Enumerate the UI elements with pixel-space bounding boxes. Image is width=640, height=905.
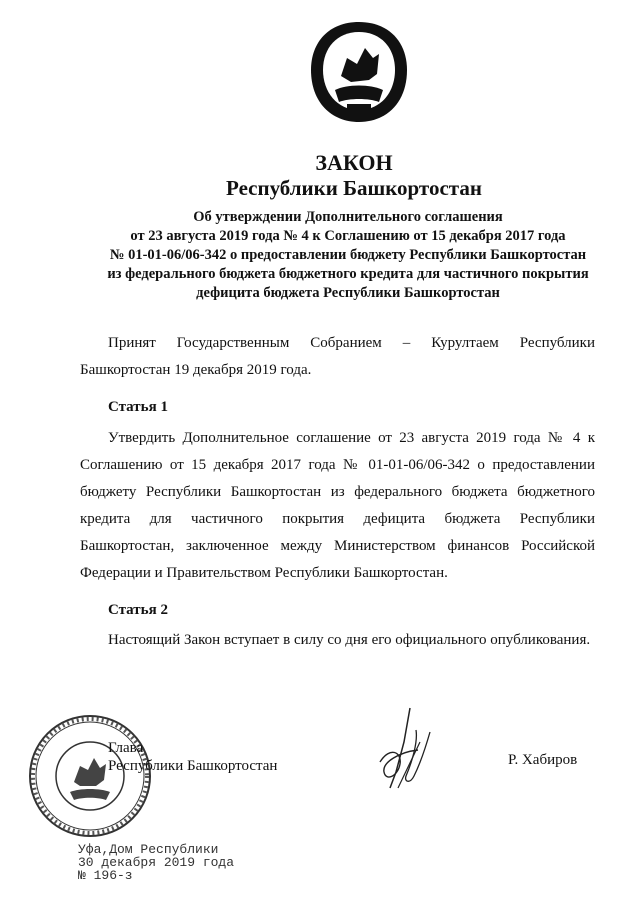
footer-place: Уфа,Дом Республики	[78, 842, 219, 857]
signatory-name: Р. Хабиров	[508, 752, 578, 768]
signatory-title-line1: Глава	[108, 740, 144, 756]
signatory-title-line2: Республики Башкортостан	[108, 758, 278, 774]
subtitle-line: Об утверждении Дополнительного соглашения	[193, 209, 503, 225]
article-2-heading: Статья 2	[108, 602, 168, 618]
footer-number: № 196-з	[78, 868, 133, 883]
adoption-paragraph: Принят Государственным Собранием – Курултаем Республики Башкортостан 19 декабря 2019 года.	[80, 335, 595, 378]
article-1-heading: Статья 1	[108, 399, 168, 415]
document-title-sub: Республики Башкортостан	[226, 176, 482, 200]
official-seal-icon	[26, 712, 154, 840]
coat-of-arms-icon	[307, 18, 411, 128]
law-subtitle	[80, 208, 616, 303]
footer-date: 30 декабря 2019 года	[78, 855, 235, 870]
article-1-text: Утвердить Дополнительное соглашение от 23 августа 2019 года № 4 к Соглашению от 15 декабря 2017 года № 01-01-06/06-342 о предоставлении бюджету Республики Башкортостан из федерального бюджета бюджетного кредита для частичного покрытия дефицита бюджета Республики Башкортостан, заключенное между Министерством финансов Российской Федерации и Правительством Республики Башкортостан.	[80, 430, 595, 581]
subtitle-line: дефицита бюджета Республики Башкортостан	[196, 285, 500, 301]
document-title: ЗАКОН	[315, 150, 393, 175]
handwritten-signature-icon	[360, 702, 456, 798]
article-2-text: Настоящий Закон вступает в силу со дня его официального опубликования.	[108, 632, 591, 648]
document-footer	[78, 843, 234, 882]
subtitle-line: № 01-01-06/06-342 о предоставлении бюджету Республики Башкортостан	[109, 247, 587, 263]
subtitle-line: из федерального бюджета бюджетного кредита для частичного покрытия	[107, 266, 589, 282]
subtitle-line: от 23 августа 2019 года № 4 к Соглашению от 15 декабря 2017 года	[130, 228, 566, 244]
